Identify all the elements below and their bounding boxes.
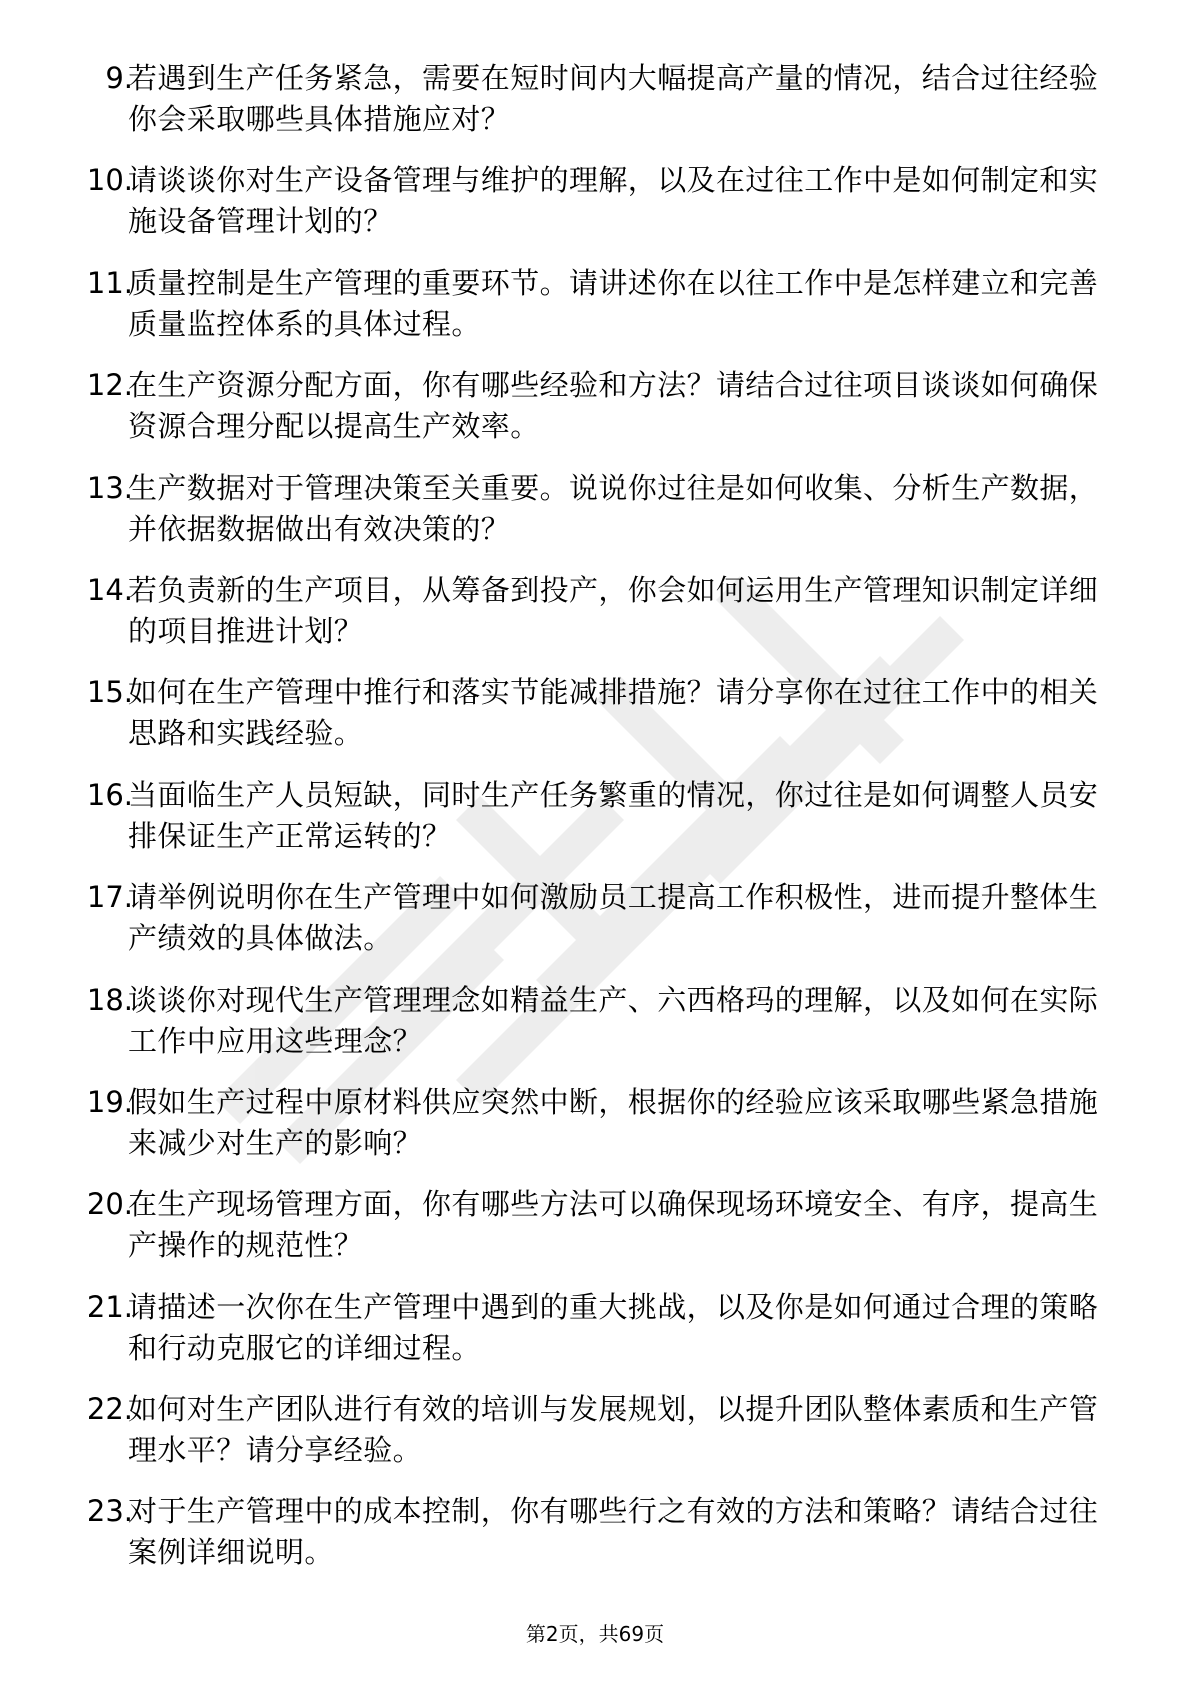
question-item	[0, 1389, 1190, 1491]
question-text: 质量控制是生产管理的重要环节。请讲述你在以往工作中是怎样建立和完善质量监控体系的具体过程。	[128, 265, 1099, 341]
question-number: 20.	[86, 1187, 133, 1222]
question-item	[0, 1287, 1190, 1389]
question-item	[0, 775, 1190, 877]
question-text: 请谈谈你对生产设备管理与维护的理解，以及在过往工作中是如何制定和实施设备管理计划的？	[128, 163, 1099, 239]
question-item	[0, 877, 1190, 979]
question-text: 生产数据对于管理决策至关重要。说说你过往是如何收集、分析生产数据，并依据数据做出有效决策的？	[128, 470, 1099, 546]
question-number: 22.	[86, 1392, 133, 1427]
question-number: 19.	[86, 1084, 133, 1119]
question-text: 请举例说明你在生产管理中如何激励员工提高工作积极性，进而提升整体生产绩效的具体做法。	[128, 880, 1099, 956]
question-text: 当面临生产人员短缺，同时生产任务繁重的情况，你过往是如何调整人员安排保证生产正常运转的？	[128, 777, 1099, 853]
question-item	[0, 468, 1190, 570]
question-text: 如何对生产团队进行有效的培训与发展规划，以提升团队整体素质和生产管理水平？请分享经验。	[128, 1392, 1099, 1468]
question-item	[0, 160, 1190, 262]
question-number: 17.	[86, 880, 133, 915]
question-list	[0, 58, 1190, 1594]
question-text: 谈谈你对现代生产管理理念如精益生产、六西格玛的理解，以及如何在实际工作中应用这些理念？	[128, 982, 1099, 1058]
question-number: 14.	[86, 572, 133, 607]
question-text: 在生产资源分配方面，你有哪些经验和方法？请结合过往项目谈谈如何确保资源合理分配以提高生产效率。	[128, 368, 1099, 444]
question-item	[0, 570, 1190, 672]
question-number: 21.	[86, 1289, 133, 1324]
question-item	[0, 1082, 1190, 1184]
question-item	[0, 672, 1190, 774]
question-text: 请描述一次你在生产管理中遇到的重大挑战，以及你是如何通过合理的策略和行动克服它的详细过程。	[128, 1289, 1099, 1365]
question-number: 18.	[86, 982, 133, 1017]
question-text: 若遇到生产任务紧急，需要在短时间内大幅提高产量的情况，结合过往经验你会采取哪些具体措施应对？	[128, 61, 1099, 136]
question-text: 如何在生产管理中推行和落实节能减排措施？请分享你在过往工作中的相关思路和实践经验。	[128, 675, 1099, 751]
question-text: 对于生产管理中的成本控制，你有哪些行之有效的方法和策略？请结合过往案例详细说明。	[128, 1494, 1099, 1570]
question-item	[0, 1491, 1190, 1593]
question-number: 9.	[105, 61, 133, 95]
page-footer: 第2页，共69页	[525, 1622, 665, 1646]
question-number: 16.	[86, 777, 133, 812]
question-number: 13.	[86, 470, 133, 505]
question-item	[0, 1184, 1190, 1286]
question-number: 10.	[86, 163, 133, 198]
question-text: 在生产现场管理方面，你有哪些方法可以确保现场环境安全、有序，提高生产操作的规范性？	[128, 1187, 1099, 1263]
question-item	[0, 263, 1190, 365]
question-text: 若负责新的生产项目，从筹备到投产，你会如何运用生产管理知识制定详细的项目推进计划？	[128, 572, 1099, 648]
question-number: 15.	[86, 675, 133, 710]
question-number: 12.	[86, 368, 133, 403]
question-text: 假如生产过程中原材料供应突然中断，根据你的经验应该采取哪些紧急措施来减少对生产的影响？	[128, 1084, 1099, 1160]
question-number: 11.	[86, 265, 133, 300]
question-number: 23.	[86, 1494, 133, 1529]
question-item	[0, 980, 1190, 1082]
question-item	[0, 58, 1190, 160]
question-item	[0, 365, 1190, 467]
